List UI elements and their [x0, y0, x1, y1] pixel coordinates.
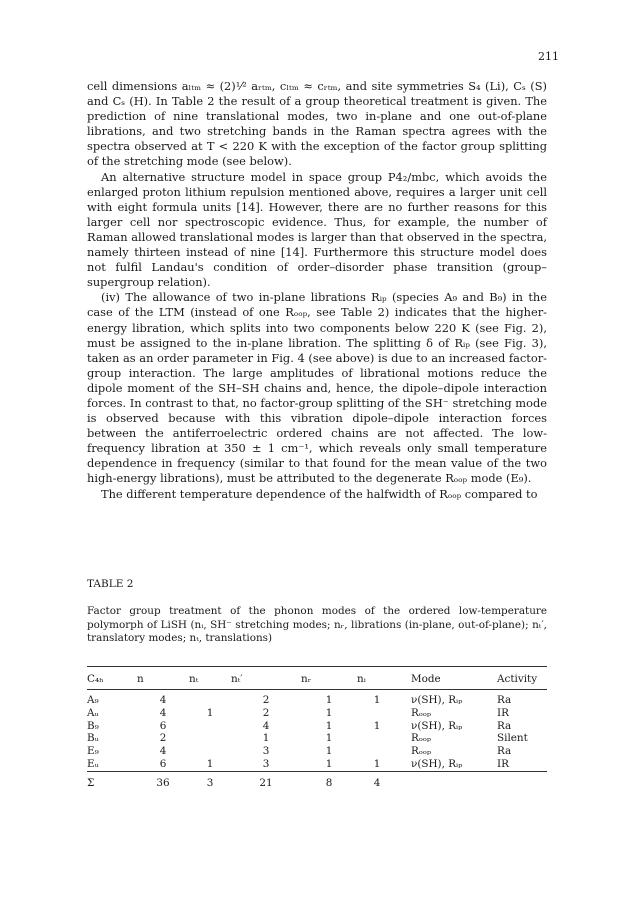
- table-row: [87, 690, 547, 707]
- table-cell: 1: [325, 719, 333, 732]
- column-header: nᵢ: [357, 667, 397, 690]
- table-cell: [357, 707, 397, 720]
- phonon-table: [87, 666, 547, 790]
- table-caption: Factor group treatment of the phonon modes of the ordered low-temperature polymorph of LiSH (nᵢ, SH⁻ stretching modes; nᵣ, librations (in-plane, out-of-plane); nₜ′, translatory modes; nₜ, translations): [87, 605, 547, 645]
- table-row: [87, 720, 547, 733]
- table-cell: 1: [262, 732, 270, 745]
- table-sum-row: [87, 771, 547, 789]
- table-cell: Ra: [497, 745, 512, 758]
- table-cell: Σ: [87, 771, 137, 789]
- table-cell: Aᵤ: [87, 706, 99, 719]
- page-number: 211: [538, 50, 559, 63]
- table-cell: ν(SH), Rᵢₚ: [411, 757, 463, 770]
- table-cell: Ra: [497, 694, 512, 706]
- table-cell: 4: [262, 719, 270, 732]
- table-cell: 1: [325, 706, 333, 719]
- column-header: Activity: [497, 667, 547, 690]
- table-cell: B₉: [87, 719, 99, 732]
- table-cell: 1: [373, 694, 381, 706]
- table-cell: 36: [137, 771, 189, 789]
- table-cell: Rₒₒₚ: [411, 706, 431, 719]
- table-row: [87, 758, 547, 771]
- table-cell: 6: [159, 757, 167, 770]
- column-header: n: [137, 667, 189, 690]
- table-cell: 1: [325, 732, 333, 745]
- paragraph: (iv) The allowance of two in-plane librations Rᵢₚ (species A₉ and B₉) in the case of the LTM (instead of one Rₒₒₚ, see Table 2) indicates that the higher-energy libration, which splits into two components below 220 K (see Fig. 2), must be assigned to the in-plane libration. The splitting δ of Rᵢₚ (see Fig. 3), taken as an order parameter in Fig. 4 (see above) is due to an increased factor-group interaction. The large amplitudes of librational motions reduce the dipole moment of the SH–SH chains and, hence, the dipole–dipole interaction forces. In contrast to that, no factor-group splitting of the SH⁻ stretching mode is observed because with this vibration dipole–dipole interaction forces between the antiferroelectric ordered chains are not affected. The low-frequency libration at 350 ± 1 cm⁻¹, which reveals only small temperature dependence in frequency (similar to that found for the mean value of the two high-energy librations), must be attributed to the degenerate Rₒₒₚ mode (E₉).: [87, 290, 547, 486]
- table-cell: 4: [159, 706, 167, 719]
- paragraph: An alternative structure model in space group P4₂/mbc, which avoids the enlarged proton lithium repulsion mentioned above, requires a larger unit cell with eight formula units [14]. However, there are no further reasons for this larger cell nor spectroscopic evidence. Thus, for example, the number of Raman allowed translational modes is larger than that observed in the spectra, namely thirteen instead of nine [14]. Furthermore this structure model does not fulfil Landau's condition of order–disorder phase transition (group–supergroup relation).: [87, 169, 547, 290]
- table-cell: 3: [262, 757, 270, 770]
- table-cell: A₉: [87, 694, 99, 706]
- table-row: [87, 745, 547, 758]
- table-cell: 2: [159, 732, 167, 745]
- table-cell: 1: [373, 719, 381, 732]
- column-header: Mode: [397, 667, 497, 690]
- table-cell: [357, 745, 397, 758]
- table-cell: 6: [159, 719, 167, 732]
- table-cell: Eᵤ: [87, 757, 99, 770]
- table-cell: [497, 771, 547, 789]
- paragraph: The different temperature dependence of the halfwidth of Rₒₒₚ compared to: [101, 486, 538, 501]
- table-cell: 1: [206, 757, 214, 770]
- table-cell: [189, 745, 231, 758]
- column-header: nₜ′: [231, 667, 301, 690]
- table-cell: [189, 690, 231, 707]
- table-cell: [189, 732, 231, 745]
- table-row: [87, 707, 547, 720]
- table-label: TABLE 2: [87, 578, 134, 590]
- table-cell: 2: [262, 706, 270, 719]
- column-header: C₄ₕ: [87, 667, 137, 690]
- table-cell: E₉: [87, 745, 99, 758]
- table-cell: 4: [357, 771, 397, 789]
- table-cell: Rₒₒₚ: [411, 745, 431, 758]
- table-cell: 2: [262, 694, 270, 706]
- table-cell: 8: [301, 771, 357, 789]
- table-cell: 1: [325, 757, 333, 770]
- table-cell: 21: [231, 771, 301, 789]
- table-cell: 3: [189, 771, 231, 789]
- table-cell: 1: [325, 694, 333, 706]
- column-header: nᵣ: [301, 667, 357, 690]
- table-cell: 3: [262, 745, 270, 758]
- table-cell: [189, 720, 231, 733]
- table-cell: ν(SH), Rᵢₚ: [411, 694, 463, 706]
- table-cell: 1: [206, 706, 214, 719]
- table-cell: [357, 732, 397, 745]
- paragraph: cell dimensions aₗₜₘ ≈ (2)¹⁄² aᵣₜₘ, cₗₜₘ ≈ cᵣₜₘ, and site symmetries S₄ (Li), Cₛ (S) and Cₛ (H). In Table 2 the result of a group theoretical treatment is given. The prediction of nine translational modes, two in-plane and one out-of-plane librations, and two stretching bands in the Raman spectra agrees with the spectra observed at T < 220 K with the exception of the factor group splitting of the stretching mode (see below).: [87, 79, 547, 169]
- table-cell: 1: [325, 745, 333, 758]
- table-cell: 4: [159, 694, 167, 706]
- column-header: nₜ: [189, 667, 231, 690]
- table-cell: IR: [497, 706, 509, 719]
- table-header-row: [87, 667, 547, 690]
- table-row: [87, 732, 547, 745]
- table-cell: ν(SH), Rᵢₚ: [411, 719, 463, 732]
- table-cell: Bᵤ: [87, 732, 99, 745]
- table-cell: [397, 771, 497, 789]
- table-cell: Ra: [497, 719, 512, 732]
- table-cell: Silent: [497, 732, 528, 745]
- table-cell: Rₒₒₚ: [411, 732, 431, 745]
- table-cell: IR: [497, 757, 509, 770]
- table-cell: 1: [373, 757, 381, 770]
- table-cell: 4: [159, 745, 167, 758]
- body-text: [87, 79, 547, 502]
